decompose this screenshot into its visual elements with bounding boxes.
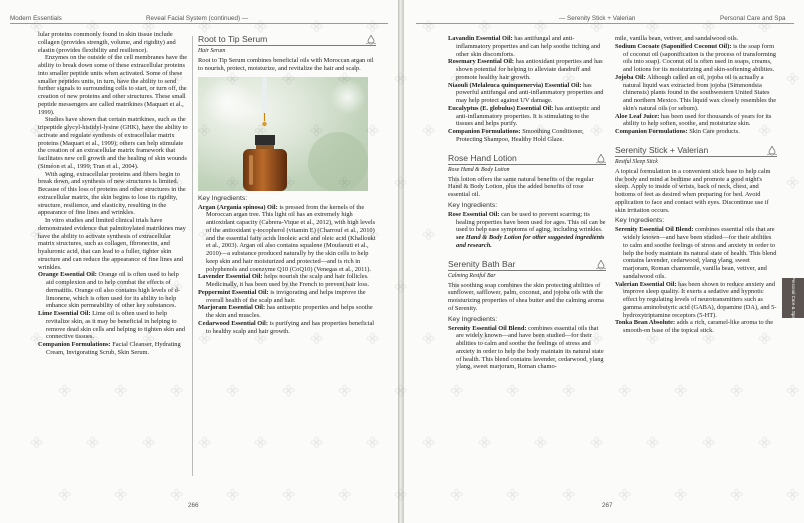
drop-flourish-icon [596,154,606,164]
running-header-section: Reveal Facial System (continued) — [146,15,249,22]
ingredient-description: combines essential oils that are widely known—and have been studied—for their abilities to calm and soothe the feelings of stress and anxiety in order to help the body maintain its natural state of health. This blend contains lavender, cedarwood, ylang ylang, sweet marjoram, Roman chamo- [456,324,604,371]
ingredient-entry [448,58,606,81]
ingredient-entry [615,35,777,43]
ingredient-description: has powerful antifungal and anti-inflammatory properties and may help protect against UV damage. [456,81,604,104]
ingredient-list [448,325,606,372]
ingredient-name: Argan (Argania spinosa) Oil: [198,203,278,211]
left-column-1 [38,31,188,357]
running-header-chapter: Personal Care and Spa [720,15,786,22]
ingredient-description: Skin Care products. [689,128,740,135]
ingredient-description: Facial Cleanser, Hydrating Cream, Invigorating Scrub, Skin Serum. [46,341,181,356]
ingredient-entry [198,320,376,336]
body-paragraph: In vitro studies and limited clinical trials have demonstrated evidence that palmitoylated matrikines may have the ability to activate synthesis of extracellular matrix structures, such as collagen, fibronectin, and hyaluronic acid, that can lead to a fuller, tighter skin structure and can reduce the appearance of fine lines and wrinkles. [38,217,186,271]
ingredient-entry [615,43,777,74]
ingredient-list [448,211,606,234]
ingredient-name: Companion Formulations: [448,128,521,135]
ingredient-entry [448,211,606,234]
ingredient-description: mile, vanilla bean, vetiver, and sandalwood oils. [615,35,739,42]
section-heading [615,145,777,157]
section-intro: A topical formulation in a convenient stick base to help calm the body and mind at bedtime and promote a good night's sleep. Apply to inside of wrists, back of neck, chest, and bottoms of feet as desired when preparing for bed. Avoid application to face and contact with eyes. Discontinue use if skin irritation occurs. [615,167,771,214]
ingredient-entry [615,113,777,129]
ingredient-description: is invigorating and helps improve the overall health of the scalp and hair. [206,288,366,304]
ingredient-entry [198,289,376,305]
header-rule [416,23,794,24]
page-number: 267 [602,502,613,509]
section-subtitle: Calming Restful Bar [448,272,496,279]
ingredient-description: adds a rich, caramel-like aroma to the smooth-on base of the topical stick. [623,319,774,334]
ingredient-name: Tonka Bean Absolute: [615,319,676,327]
ingredient-description: has antifungal and anti-inflammatory properties and can help soothe itching and other skin discomforts. [456,35,601,58]
section-heading [448,259,606,271]
ingredient-name: Aloe Leaf Juice: [615,112,660,120]
ingredient-description: Although called an oil, jojoba oil is actually a natural liquid wax extracted from jojoba (Simmondsia chinensis) plants found in the southwestern United States and northern Mexico. This liquid wax closely resembles the skin's natural oils (or sebum). [623,73,777,112]
ingredient-description: is pressed from the kernels of the Moroccan argan tree. This light oil has an extremely high antioxidant capacity (Cabrera-Vique et al., 2012), with high levels of the antioxidant γ-tocopherol (vitamin E) (Charrouf et al., 2010) and the essential fatty acids linoleic acid and oleic acid (Khallouki et al., 2003). Argan oil also contains squalene (Moufaouti et al., 2010)—a substance produced naturally by the skin cells to help keep skin and hair moisturized and protected—and is rich in polyphenols and coenzyme Q10 (CoQ10) (Venegas et al., 2011). [206,203,376,273]
ingredient-description: can be used to prevent scarring; its healing properties have been used for ages. This oil can be used to help ease symptoms of aging, including wrinkles. [456,210,606,234]
ingredient-entry [448,325,606,372]
section-rule [198,45,376,46]
page-number: 266 [188,502,199,509]
chapter-side-tab[interactable] [782,278,804,318]
ingredient-name: Rose Essential Oil: [448,210,500,218]
ingredient-name: Serenity Essential Oil Blend: [448,324,527,332]
ingredient-entry [38,271,188,310]
ingredient-entry [448,105,606,128]
right-column-1 [448,35,606,371]
ingredient-description: Smoothing Conditioner, Protecting Shampoo, Healthy Hold Glaze. [456,128,584,143]
ingredient-entry [615,74,777,113]
right-column-2 [615,35,777,335]
ingredient-name: Peppermint Essential Oil: [198,288,269,296]
section-subtitle: Rose Hand & Body Lotion [448,166,510,173]
ingredient-name: Marjoram Essential Oil: [198,304,266,312]
cross-reference-note: see Hand & Body Lotion for other suggested ingredients and research. [456,234,605,249]
ingredient-name: Lavender Essential Oil: [198,273,263,281]
section-title: Serenity Bath Bar [448,258,516,269]
ingredient-entry [615,319,777,335]
key-ingredients-label: Key Ingredients: [615,217,665,225]
ingredient-name: Jojoba Oil: [615,73,646,81]
ingredient-name: Lavandin Essential Oil: [448,35,513,42]
body-paragraph: Studies have shown that certain matrikines, such as the tripeptide glycyl-histidyl-lysine (GHK), have the ability to activate and regulate synthesis of extracellular matrix proteins (Maquart et al., 1999); others can help stimulate the creation of an extracellular matrix framework that facilitates new cell growth and the healing of skin wounds (Siméon et al., 1999; Tran et al., 2004). [38,116,188,170]
drop-flourish-icon [596,260,606,270]
left-column-2 [198,34,376,335]
ingredient-description: is purifying and has properties beneficial to healthy scalp and hair growth. [206,319,375,335]
ingredient-entry [198,204,376,274]
body-paragraph: Enzymes on the outside of the cell membranes have the ability to break down some of these extracellular proteins into smaller peptide units when activated. Some of these smaller peptides units, in turn, have the ability to send further signals to surrounding cells to start, or turn off, the creation of new proteins and other structures. These small peptide messengers are called matrikines (Maquart et al., 1999). [38,54,188,116]
ingredient-entry [38,310,188,341]
drop-flourish-icon [767,146,777,156]
section-title: Serenity Stick + Valerian [615,144,709,155]
ingredient-description: has been shown to reduce anxiety and improve sleep quality. It exerts a sedative and hypnotic effect by regulating levels of neurotransmitters such as gamma aminobutyric acid (GABA), dopamine (DA), and 5-hydroxytriptamine receptors (5-HT). [623,280,777,319]
ingredient-description: Orange oil is often used to help aid complexion and to help combat the effects of dermatitis. Orange oil also contains high levels of d-limonene, which is often used for its ability to help enhance skin permeability of other key substances. [46,271,180,310]
ingredient-description: has antioxidant properties and has shown potential for helping to alleviate dandruff and promote healthy hair growth. [456,58,603,81]
ingredient-description: combines essential oils that are widely known—and have been studied—for their abilities to calm and soothe feelings of stress and anxiety in order to help the body maintain its natural state of health. This blend contains lavender, cedarwood, ylang ylang, sweet marjoram, Roman chamomile, vanilla bean, vetiver, and sandalwood oils. [623,226,777,280]
section-intro: This lotion offers the same natural benefits of the regular Hand & Body Lotion, plus the added benefits of rose essential oil. [448,175,594,198]
ingredient-entry [38,341,188,357]
ingredient-entry [198,304,376,320]
header-rule [10,23,388,24]
ingredient-entry [615,226,777,280]
ingredient-entry [615,128,777,136]
ingredient-description: helps nourish the scalp and hair follicles. Medicinally, it has been used by the French to prevent hair loss. [206,273,370,288]
running-header-section: — Serenity Stick + Valerian [559,15,636,22]
section-intro: Root to Tip Serum combines beneficial oils with Moroccan argan oil to nourish, protect, moisturize, and revitalize the hair and scalp. [198,57,374,72]
ingredient-description: has antiseptic properties and helps soothe the skin and muscles. [206,304,373,319]
ingredient-list [448,35,606,144]
section-rule [448,164,606,165]
ingredient-name: Lime Essential Oil: [38,310,91,317]
ingredient-list [615,226,777,335]
left-page [0,0,398,523]
key-ingredients-label: Key Ingredients: [198,194,248,202]
section-subtitle: Hair Serum [198,48,226,54]
ingredient-description: has antiseptic and anti-inflammatory properties. It is stimulating to the tissues and helps purify. [456,104,601,128]
ingredient-name: Serenity Essential Oil Blend: [615,226,694,234]
drop-flourish-icon [366,35,376,45]
section-rule [615,156,777,157]
ingredient-name: Rosemary Essential Oil: [448,58,515,66]
ingredient-entry [448,35,606,58]
section-heading [448,153,606,165]
section-title: Rose Hand Lotion [448,152,517,163]
dropper-bottle-image [198,77,368,191]
key-ingredients-label: Key Ingredients: [448,201,498,209]
column-divider [192,36,193,476]
section-title: Root to Tip Serum [198,34,268,44]
body-paragraph: With aging, extracellular proteins and fibers begin to break down, and synthesis of new structures is limited. Because of this loss of proteins and other structures in the extracellular matrix, the skin begins to lose its rigidity, structure, resilience, and elasticity, resulting in the appearance of fine lines and wrinkles. [38,170,186,217]
ingredient-description: is the soap form of coconut oil (saponification is the process of transforming oils into soap). Coconut oil is often used in soaps, creams, and lotions for its moisturizing and skin-softening abilities. [623,42,776,73]
ingredient-name: Orange Essential Oil: [38,271,97,279]
ingredient-list [615,35,777,136]
ingredient-name: Niaouli (Melaleuca quinquenervia) Essential Oil: [448,81,582,89]
ingredient-name: Companion Formulations: [615,128,688,135]
body-paragraph: lular proteins commonly found in skin tissue include collagen (provides strength, volume, and rigidity) and elastin (provides flexibility and resilience). [38,31,176,54]
ingredient-entry [448,82,606,105]
ingredient-name: Sodium Cocoate (Saponified Coconut Oil): [615,42,732,50]
ingredient-description: has been used for thousands of years for its ability to help soften, soothe, and moisturize skin. [623,112,772,128]
ingredient-entry [615,281,777,320]
section-subtitle: Restful Sleep Stick [615,158,658,165]
ingredient-name: Valerian Essential Oil: [615,280,677,288]
chapter-tab-label: Personal Care & Spa [790,276,796,320]
ingredient-name: Companion Formulations: [38,341,111,348]
ingredient-entry [448,128,606,144]
section-heading [198,34,376,46]
ingredient-description: Lime oil is often used to help revitalize skin, as it may be beneficial in helping to remove dead skin cells and helping to tighten skin and connective tissues. [46,310,185,341]
right-page [404,0,804,523]
section-rule [448,270,606,271]
ingredient-name: Cedarwood Essential Oil: [198,319,268,327]
ingredient-entry [198,273,376,289]
key-ingredients-label: Key Ingredients: [448,315,498,323]
ingredient-list [198,204,376,336]
running-header-book: Modern Essentials [10,15,62,22]
serum-bottle-photo [198,77,368,191]
section-intro: This soothing soap combines the skin protecting abilities of sunflower, safflower, palm, coconut, and jojoba oils with the moisturizing properties of shea butter and the calming aroma of Serenity. [448,281,604,312]
ingredient-name: Eucalyptus (E. globulus) Essential Oil: [448,104,554,112]
